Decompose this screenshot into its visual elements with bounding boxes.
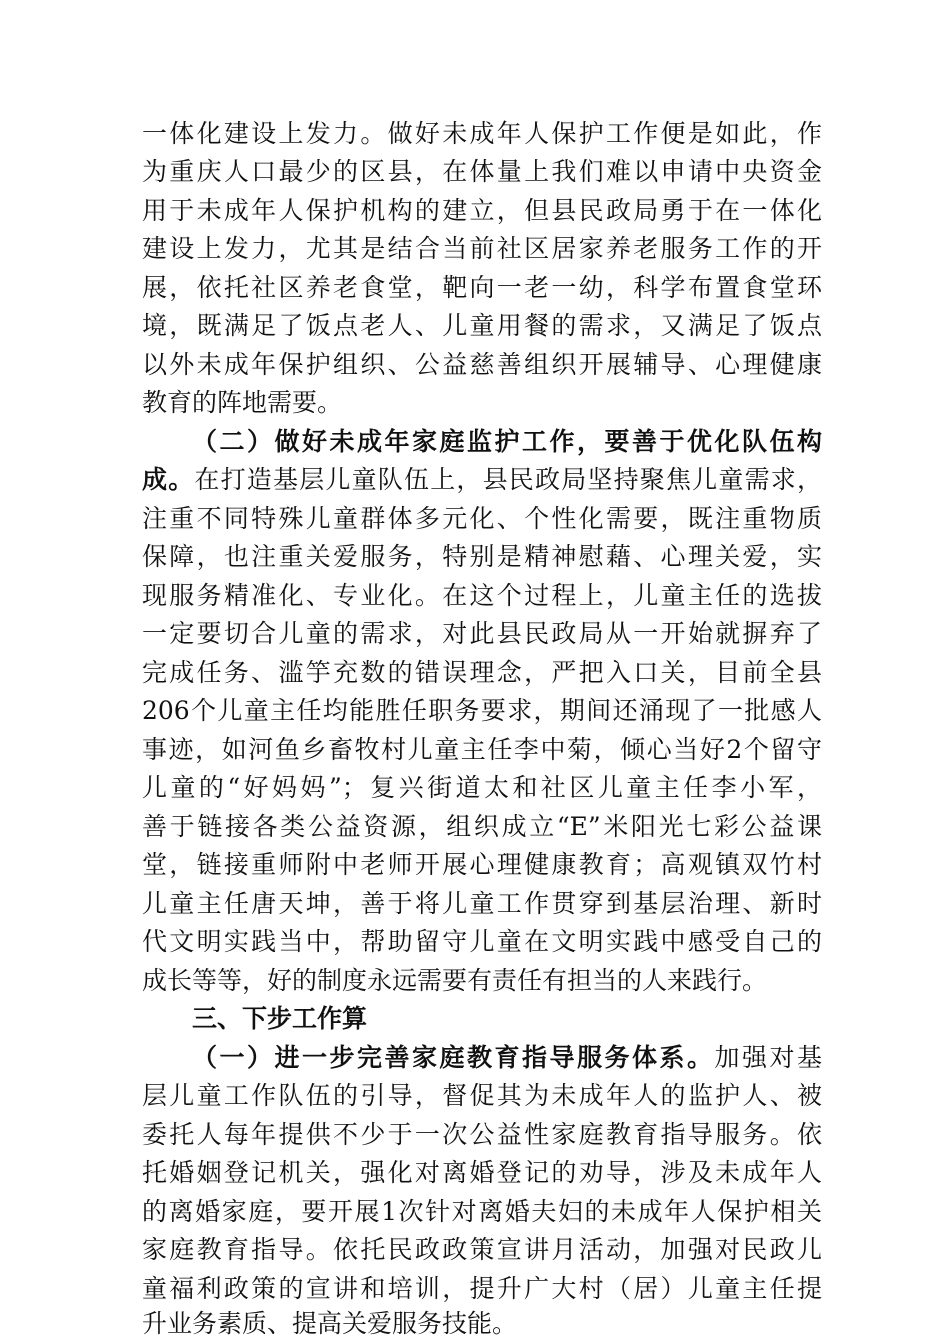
section-subheading-line: （二）做好未成年家庭监护工作，要善于优化队伍构: [192, 427, 822, 456]
body-text-line: 境，既满足了饭点老人、儿童用餐的需求，又满足了饭点: [142, 311, 822, 340]
body-text-line: 儿童主任唐天坤，善于将儿童工作贯穿到基层治理、新时: [142, 889, 822, 918]
body-text-line: 家庭教育指导。依托民政政策宣讲月活动，加强对民政儿: [142, 1235, 822, 1264]
body-text-line: 事迹，如河鱼乡畜牧村儿童主任李中菊，倾心当好2个留守: [142, 735, 822, 764]
subheading-tail: 成。: [142, 465, 195, 494]
body-text-line: 用于未成年人保护机构的建立，但县民政局勇于在一体化: [142, 196, 822, 225]
body-text-line: 教育的阵地需要。: [142, 388, 343, 417]
body-text-line: 童福利政策的宣讲和培训，提升广大村（居）儿童主任提: [142, 1274, 822, 1303]
body-text-line: 代文明实践当中，帮助留守儿童在文明实践中感受自己的: [142, 927, 822, 956]
body-text-line: 托婚姻登记机关，强化对离婚登记的劝导，涉及未成年人: [142, 1158, 822, 1187]
body-text-line: 堂，链接重师附中老师开展心理健康教育；高观镇双竹村: [142, 850, 822, 879]
body-text-line: 的离婚家庭，要开展1次针对离婚夫妇的未成年人保护相关: [142, 1197, 822, 1226]
body-text-line: 为重庆人口最少的区县，在体量上我们难以申请中央资金: [142, 157, 822, 186]
body-text-line: 完成任务、滥竽充数的错误理念，严把入口关，目前全县: [142, 658, 822, 687]
body-text-line: 一体化建设上发力。做好未成年人保护工作便是如此，作: [142, 119, 822, 148]
body-text-line: 一定要切合儿童的需求，对此县民政局从一开始就摒弃了: [142, 619, 822, 648]
body-text-line: 委托人每年提供不少于一次公益性家庭教育指导服务。依: [142, 1120, 822, 1149]
subheading-span: （一）进一步完善家庭教育指导服务体系。: [192, 1043, 715, 1072]
body-text-line: 善于链接各类公益资源，组织成立“E”米阳光七彩公益课: [142, 812, 822, 841]
body-text-line: 保障，也注重关爱服务，特别是精神慰藉、心理关爱，实: [142, 542, 822, 571]
section-heading: 三、下步工作算: [192, 1004, 368, 1033]
body-text-line: 儿童的“好妈妈”；复兴街道太和社区儿童主任李小军，: [142, 773, 822, 802]
body-text-span: 加强对基: [714, 1043, 822, 1072]
body-text-line-mixed: [142, 462, 822, 498]
body-text-span: 在打造基层儿童队伍上，县民政局坚持聚焦儿童需求，: [194, 465, 822, 494]
body-text-line: 建设上发力，尤其是结合当前社区居家养老服务工作的开: [142, 234, 822, 263]
body-text-line: 层儿童工作队伍的引导，督促其为未成年人的监护人、被: [142, 1081, 822, 1110]
body-text-line: 升业务素质、提高关爱服务技能。: [142, 1309, 518, 1338]
body-text-line-mixed: [192, 1040, 822, 1076]
body-text-line: 注重不同特殊儿童群体多元化、个性化需要，既注重物质: [142, 504, 822, 533]
body-text-line: 以外未成年保护组织、公益慈善组织开展辅导、心理健康: [142, 350, 822, 379]
body-text-line: 206个儿童主任均能胜任职务要求，期间还涌现了一批感人: [142, 696, 822, 725]
body-text-line: 展，依托社区养老食堂，靶向一老一幼，科学布置食堂环: [142, 273, 822, 302]
body-text-line: 成长等等，好的制度永远需要有责任有担当的人来践行。: [142, 966, 768, 995]
body-text-line: 现服务精准化、专业化。在这个过程上，儿童主任的选拔: [142, 581, 822, 610]
